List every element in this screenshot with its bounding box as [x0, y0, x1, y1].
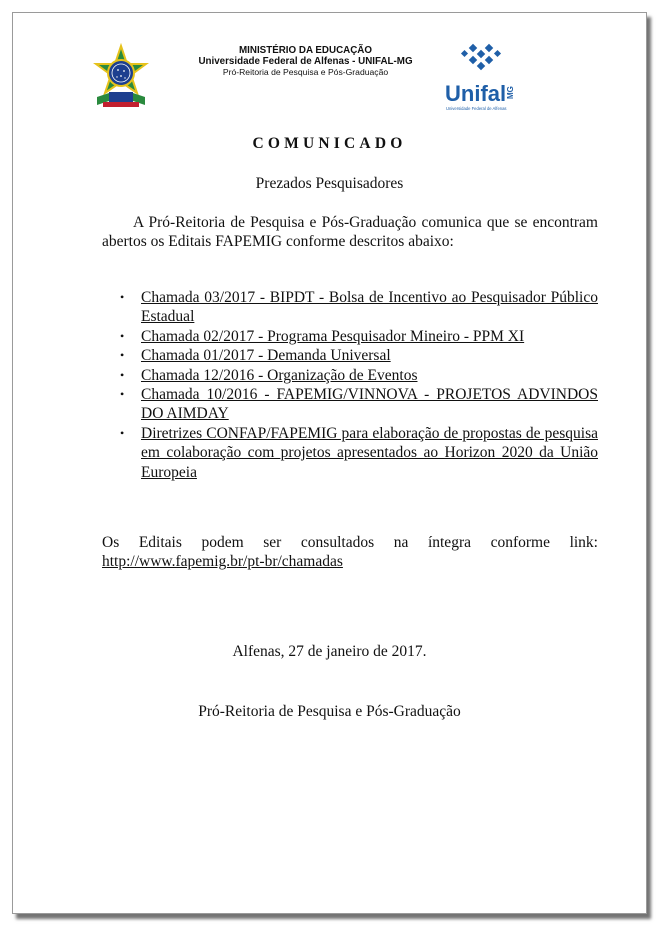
page-title: COMUNICADO — [252, 135, 407, 152]
logo-wordmark: Unifal — [445, 81, 507, 106]
call-link-vinnova[interactable]: Chamada 10/2016 - FAPEMIG/VINNOVA - PROJETOS ADVINDOS DO AIMDAY — [141, 386, 598, 423]
ministry-name: MINISTÉRIO DA EDUCAÇÃO — [239, 45, 372, 56]
call-link-horizon[interactable]: Diretrizes CONFAP/FAPEMIG para elaboração de propostas de pesquisa em colaboração com projetos apresentados ao Horizon 2020 da União Europeia — [141, 424, 598, 481]
signature: Pró-Reitoria de Pesquisa e Pós-Graduação — [198, 703, 461, 720]
call-link-bipdt[interactable]: Chamada 03/2017 - BIPDT - Bolsa de Incentivo ao Pesquisador Público Estadual — [141, 289, 598, 326]
list-item — [117, 288, 598, 327]
editais-paragraph — [102, 533, 598, 572]
logo-subtitle: Universidade Federal de Alfenas — [446, 106, 507, 111]
list-item — [117, 385, 598, 424]
fapemig-link[interactable]: http://www.fapemig.br/pt-br/chamadas — [102, 553, 343, 571]
brazil-coat-of-arms-icon — [93, 43, 149, 109]
bullet-icon: • — [120, 290, 125, 304]
call-link-eventos[interactable]: Chamada 12/2016 - Organização de Eventos — [141, 366, 418, 384]
call-link-demanda-universal[interactable]: Chamada 01/2017 - Demanda Universal — [141, 347, 391, 365]
call-link-ppm[interactable]: Chamada 02/2017 - Programa Pesquisador Mineiro - PPM XI — [141, 327, 525, 345]
bullet-icon: • — [120, 367, 125, 382]
letterhead-text — [163, 45, 448, 78]
document-page — [12, 12, 647, 914]
list-item — [117, 327, 598, 346]
list-item — [117, 366, 598, 385]
bullet-icon: • — [120, 328, 125, 343]
letterhead — [13, 13, 646, 113]
bullet-icon: • — [120, 425, 125, 440]
department-name: Pró-Reitoria de Pesquisa e Pós-Graduação — [222, 67, 389, 77]
greeting: Prezados Pesquisadores — [255, 175, 404, 192]
university-name: Universidade Federal de Alfenas - UNIFAL-MG — [198, 56, 413, 67]
intro-paragraph: A Pró-Reitoria de Pesquisa e Pós-Graduação comunica que se encontram abertos os Editais FAPEMIG conforme descritos abaixo: — [102, 214, 598, 250]
bullet-icon: • — [120, 348, 125, 363]
list-item — [117, 346, 598, 365]
document-date: Alfenas, 27 de janeiro de 2017. — [232, 643, 427, 660]
editais-text: Os Editais podem ser consultados na íntegra conforme link: — [102, 534, 598, 551]
calls-list — [117, 288, 598, 482]
bullet-icon: • — [120, 387, 125, 402]
unifal-logo-icon — [443, 43, 523, 121]
logo-state: MG — [506, 86, 515, 99]
list-item — [117, 424, 598, 482]
